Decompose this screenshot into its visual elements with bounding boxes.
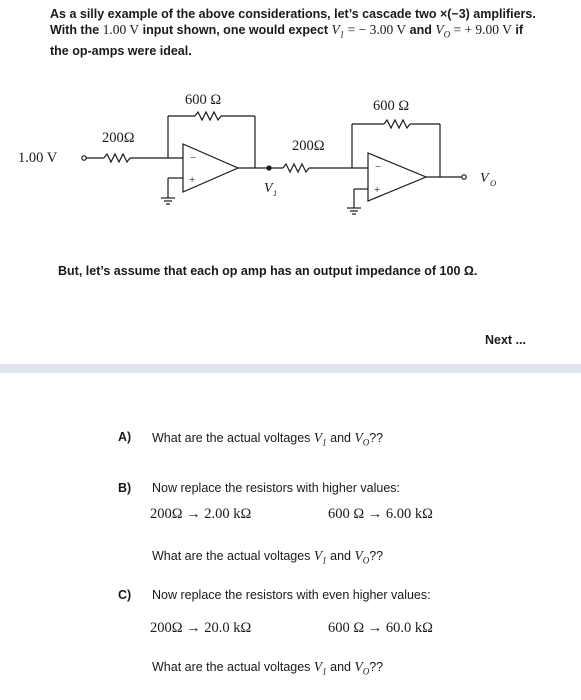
output-impedance-note: But, let’s assume that each op amp has an output impedance of 100 Ω. — [58, 264, 478, 278]
question-b-r1-change: 200Ω → 2.00 kΩ — [150, 506, 252, 522]
op-amp-2-plus: + — [374, 184, 381, 196]
node-v1 — [267, 166, 271, 170]
v1-label: V — [264, 181, 273, 196]
question-a — [118, 430, 558, 450]
slide-divider — [0, 364, 581, 373]
next-link[interactable]: Next ... — [485, 333, 526, 347]
op-amp-1-plus: + — [189, 174, 196, 186]
op-amp-1-minus: − — [190, 152, 197, 164]
question-b-resistor-values — [150, 506, 550, 528]
intro-line-2: With the 1.00 V input shown, one would expect $V_1$ = − 3.00 V and $V_O$ = + 9.00 V if — [50, 22, 524, 40]
question-c-r1-change: 200Ω → 20.0 kΩ — [150, 620, 252, 636]
slide-panel-bottom — [0, 373, 581, 700]
question-a-label: A) — [118, 430, 132, 444]
question-b-label: B) — [118, 481, 132, 495]
op-amp-2-minus: − — [375, 161, 382, 173]
question-b-ask: What are the actual voltages $V_1$ and $V_O$?? — [152, 548, 384, 566]
ground-symbol-2 — [347, 208, 361, 214]
input-terminal — [82, 156, 86, 160]
question-b — [118, 481, 558, 501]
ground-symbol-1 — [161, 198, 175, 204]
question-a-text: What are the actual voltages $V_1$ and $V_O$?? — [152, 430, 384, 448]
input-voltage-label: 1.00 V — [18, 150, 58, 166]
question-c-resistor-values — [150, 620, 550, 642]
vo-label: V — [480, 171, 489, 186]
r-in-2-label: 200Ω — [292, 138, 325, 154]
r-in-1-label: 200Ω — [102, 130, 135, 146]
intro-line-3: the op-amps were ideal. — [50, 43, 192, 58]
output-terminal — [462, 175, 466, 179]
cascaded-amplifier-circuit — [0, 70, 581, 230]
question-c-text: Now replace the resistors with even higher values: — [152, 588, 431, 602]
input-voltage-value: 1.00 V — [102, 22, 140, 37]
question-c — [118, 588, 558, 608]
question-c-ask: What are the actual voltages $V_1$ and $V_O$?? — [152, 659, 384, 677]
vo-subscript: O — [490, 178, 497, 188]
question-b-r2-change: 600 Ω → 6.00 kΩ — [328, 506, 433, 522]
r-fb-2-label: 600 Ω — [373, 98, 410, 114]
question-c-r2-change: 600 Ω → 60.0 kΩ — [328, 620, 433, 636]
intro-text — [50, 6, 570, 59]
intro-line-1: As a silly example of the above considerations, let’s cascade two ×(−3) amplifiers. — [50, 7, 536, 21]
question-c-label: C) — [118, 588, 132, 602]
r-fb-1-label: 600 Ω — [185, 92, 222, 108]
v1-subscript: 1 — [273, 188, 278, 198]
resistor-r-fb-1 — [195, 112, 221, 120]
question-b-text: Now replace the resistors with higher values: — [152, 481, 401, 495]
resistor-r-in-2 — [283, 164, 309, 172]
resistor-r-in-1 — [104, 154, 130, 162]
resistor-r-fb-2 — [384, 120, 410, 128]
